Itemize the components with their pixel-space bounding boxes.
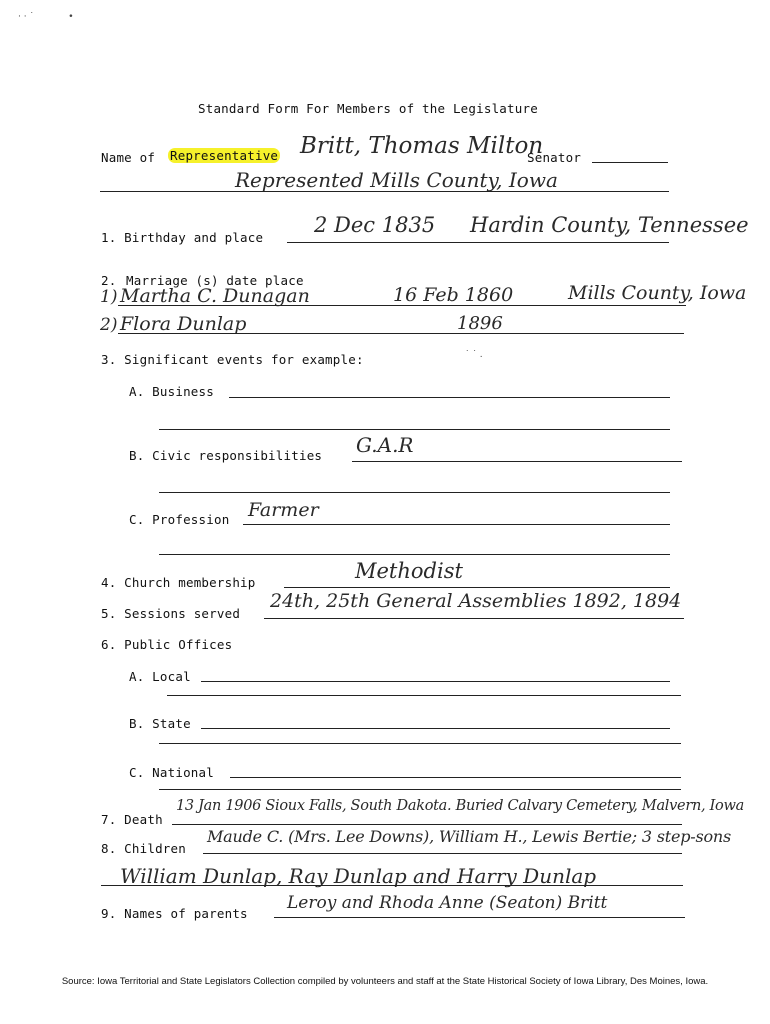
sessions-label: 5. Sessions served xyxy=(101,606,241,621)
local-line-2 xyxy=(167,695,681,696)
senator-label: Senator xyxy=(527,150,582,165)
marriage2-date-handwriting: 1896 xyxy=(457,313,503,334)
church-label: 4. Church membership xyxy=(101,575,256,590)
source-footer: Source: Iowa Territorial and State Legislators Collection compiled by volunteers and staff at the State Historical Society of Iowa Library, Des Moines, Iowa. xyxy=(61,976,709,987)
marriage2-marker: 2) xyxy=(100,315,118,335)
civic-line-2 xyxy=(159,492,670,493)
children-label: 8. Children xyxy=(101,841,186,856)
state-line xyxy=(201,728,670,729)
death-handwriting: 13 Jan 1906 Sioux Falls, South Dakota. Buried Calvary Cemetery, Malvern, Iowa xyxy=(176,798,744,814)
civic-handwriting: G.A.R xyxy=(356,433,414,457)
marriage1-line xyxy=(118,305,686,306)
parents-label: 9. Names of parents xyxy=(101,906,248,921)
national-line xyxy=(230,777,681,778)
birth-date-handwriting: 2 Dec 1835 xyxy=(314,213,436,237)
profession-line xyxy=(243,524,670,525)
sessions-handwriting: 24th, 25th General Assemblies 1892, 1894 xyxy=(270,590,682,612)
represented-handwriting: Represented Mills County, Iowa xyxy=(235,168,558,192)
sessions-line xyxy=(264,618,684,619)
profession-handwriting: Farmer xyxy=(248,499,319,521)
birth-place-handwriting: Hardin County, Tennessee xyxy=(470,213,749,237)
business-label: A. Business xyxy=(129,384,214,399)
state-line-2 xyxy=(159,743,681,744)
scan-specks: ˙ ˙ . xyxy=(465,350,483,360)
profession-line-2 xyxy=(159,554,670,555)
name-label: Name of xyxy=(101,150,156,165)
local-label: A. Local xyxy=(129,669,191,684)
name-continuation-line xyxy=(100,191,669,192)
civic-line xyxy=(352,461,682,462)
death-label: 7. Death xyxy=(101,812,163,827)
children-line xyxy=(203,853,682,854)
events-label: 3. Significant events for example: xyxy=(101,352,364,367)
marriage1-spouse-handwriting: Martha C. Dunagan xyxy=(120,285,310,307)
state-label: B. State xyxy=(129,716,191,731)
national-line-2 xyxy=(159,789,681,790)
marriage1-date-handwriting: 16 Feb 1860 xyxy=(393,284,514,306)
marriage-number: 2. xyxy=(101,273,117,288)
business-line-2 xyxy=(159,429,670,430)
marriage1-marker: 1) xyxy=(100,287,118,307)
church-line xyxy=(284,587,670,588)
parents-handwriting: Leroy and Rhoda Anne (Seaton) Britt xyxy=(287,893,608,913)
birthday-label: 1. Birthday and place xyxy=(101,230,264,245)
senator-line xyxy=(592,162,668,163)
marriage1-place-handwriting: Mills County, Iowa xyxy=(568,282,747,304)
parents-line xyxy=(274,917,685,918)
civic-label: B. Civic responsibilities xyxy=(129,448,323,463)
representative-label-highlighted: Representative xyxy=(170,148,279,163)
name-handwriting: Britt, Thomas Milton xyxy=(300,133,544,159)
children-handwriting-2: William Dunlap, Ray Dunlap and Harry Dunlap xyxy=(120,864,597,888)
scan-specks: · · ˙ • xyxy=(18,12,74,22)
marriage2-line xyxy=(118,333,684,334)
children-handwriting-1: Maude C. (Mrs. Lee Downs), William H., Lewis Bertie; 3 step-sons xyxy=(207,827,732,846)
business-line xyxy=(229,397,670,398)
form-title: Standard Form For Members of the Legislature xyxy=(198,101,538,116)
offices-label: 6. Public Offices xyxy=(101,637,233,652)
marriage2-spouse-handwriting: Flora Dunlap xyxy=(120,313,247,335)
death-line xyxy=(172,824,682,825)
children-line-2 xyxy=(101,885,683,886)
church-handwriting: Methodist xyxy=(355,559,463,583)
national-label: C. National xyxy=(129,765,214,780)
birthday-line xyxy=(287,242,669,243)
marriage-label: Marriage (s) date place xyxy=(126,273,304,288)
profession-label: C. Profession xyxy=(129,512,230,527)
local-line xyxy=(201,681,670,682)
